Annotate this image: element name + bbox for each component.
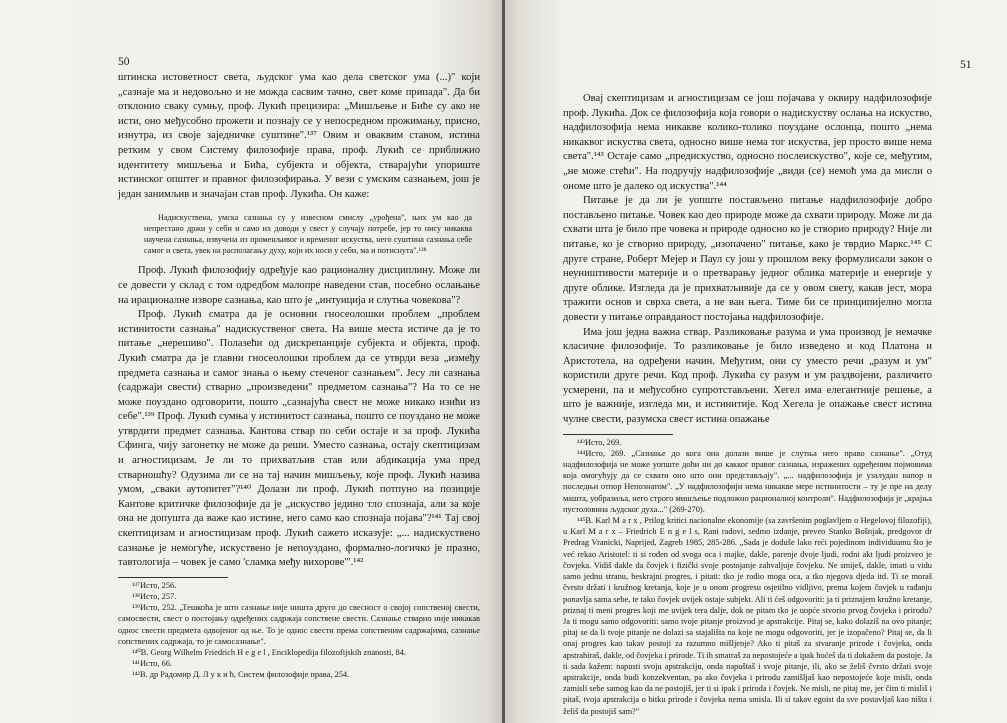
footnote: ¹⁴⁴Исто, 269. „Сазнање до кога она долази више је слутња него право сазнање". „Отуд надфилозофија не може уопште доћи ни до какког правог сазнања, изражених одређеним појмовима која омогућују да се схвати оно што они представљају". „... надфилозофија је узалудан напор и последњи отпор Непознатом". „У надфилозофији нема никакве мере истинитости – ту је пре на делу машта, уобразиља, него строго мишљење подложно рационалној контроли". Надфилозофија је „крајња пустоловина људског духа..." (269-270).: [563, 448, 932, 514]
page-number: 50: [118, 56, 130, 68]
body-paragraph: Проф. Лукић филозофију одређује као рационалну дисциплину. Може ли се довести у склад с том одредбом малопре наведени став, посебно ослањање на ирационалне изворе сазнања, као што је „интуиција и слутња човекова"?: [118, 265, 480, 306]
right-text-column: [563, 92, 932, 717]
footnote: ¹³⁹Исто, 252. „Тешкоћа је што сазнање није ништа друго до свесност о својој сопственој свести, самосвести, свест о постојању одређених садржаја сопствене свести. Сазнање стварно није никакав однос свести предмета одвојеног од ње. То је однос свести према сопственим садржајима, сазнање сопствених садржаја, то је самосазнање".: [118, 603, 480, 646]
body-paragraph: Има још једна важна ствар. Разликовање разума и ума производ је немачке класичне филозофије. То разликовање је било изведено и код Платона и Аристотела, на одређени начин. Међутим, они су уместо речи „разум и ум" користили друге речи. Код проф. Лукића су разум и ум раздвојени, различито усмерени, па и међусобно супротстављени. Хегел има елегантније решење, а што је важније, изгледа ми, и истинитије. Код Хегела је опажање свест истина чулне свести, разумска свест истина опажање: [563, 326, 932, 426]
footnotes: [118, 580, 480, 681]
body-paragraph: штинска истоветност света, људског ума као дела светског ума (...)" који „сазнаје ма и недовољно и не можда сасвим тачно, свет коме припада". Да би отклонио сваку сумњу, проф. Лукић прецизира: „Мишљење и Биће су ако не исти, оно међусобно прожети и познају се у непосредном прожимању, присно, изнутра, из своје заједничке суштине".¹³⁷ Овим и оваквим ставом, истина ретким у свом Систему филозофије права, проф. Лукић се приближио идентитету мишљења и Бића, субјекта и објекта, стварајући упориште истинског општег и правног филозофирања. У вези с умским сазнањем, још је један занимљив и значајан став проф. Лукића. Он каже:: [118, 72, 480, 200]
body-paragraph: Проф. Лукић сматра да је основни гносеолошки проблем „проблем истинитости сазнања" надискуственог света. На више места истиче да је то питање „нерешиво". Полазећи од дискрепанције субјекта и објекта, проф. Лукић сматра да је главни гносеолошки проблем да се утврди веза „између предмета сазнања и самог знања о њему стеченог сазнањем". Јесу ли сазнања (садржаји свести) стварно „произведени" предметом сазнања"? На то се не може поуздано одговорити, пошто „сазнајућа свест не може никако изићи из себе".¹³⁹ Проф. Лукић сумња у истинитост сазнања, пошто се поуздано не може утврдити предмет сазнања. Кантова ствар по себи остаје и за проф. Лукића Сфинга, чију загонетку не може да реши. Уместо сазнања, остају скептицизам и агностицизам. Је ли то прихватљив став или абдикација ума пред стварношћу? Одузима ли се на тај начин мишљењу, које проф. Лукић назива умом, „сваки аутопитет"?¹⁴⁰ Долази ли проф. Лукић потпуно на позиције Кантове критичке филозофије да је „искуство једино тло спознаја, али за које она не допушта да важе као истине, него само као спознаја појава"?¹⁴¹ Тај свој скептицизам и агностицизам проф. Лукић сажето исказује: „... надискуствено сазнање је немогуће, искуствено је непоуздано, формално-логичко је празно, тавтологија – човек је само 'сламка међу вихорове'".¹⁴²: [118, 309, 480, 569]
footnote: ¹⁴²В. др Радомир Д. Л у к и ћ, Систем филозофије права, 254.: [132, 670, 350, 680]
footnote: ¹⁴³Исто, 269.: [577, 437, 622, 447]
footnote: ¹³⁷Исто, 256.: [132, 580, 177, 590]
footnote: ¹⁴⁰В. Georg Wilhelm Friedrich H e g e l , Enciklopedija filozofijskih znanosti, 84.: [132, 648, 406, 658]
footnotes: [563, 437, 932, 717]
left-text-column: [118, 71, 480, 681]
body-paragraph: Овај скептицизам и агностицизам се још појачава у оквиру надфилозофије проф. Лукића. Док се филозофија која говори о надискуству ослања на искуство, надфилозофија нема никакве колико-толико поуздане ослонца, пошто „нема никаквог искуства света, односно више нема тог искуства, јер просто више нема света".¹⁴³ Остаје само „предискуство, односно послеискуство", које се, међутим, „не може стећи". На подручју надфилозофије „види (се) немоћ ума да мисли о ономе што је далеко од искуства".¹⁴⁴: [563, 93, 932, 192]
footnote-rule: [118, 577, 228, 578]
footnote: ¹⁴¹Исто, 66.: [132, 659, 173, 669]
footnote: ¹³⁸Исто, 257.: [132, 592, 177, 602]
footnote: ¹⁴⁵В. Karl M a r x , Prilog kritici nacionalne ekonomije (sa završenim poglavljem o Hegelovoj filozofiji), u Karl M a r x – Friedrich E n g e l s, Rani radovi, sedmo izdanje, preveo Stanko Bošnjak, predgovor dr Predrag Vranicki, Naprijed, Zagreb 1985, 285-286. „Sada je dodušе lako reći pojedinom individuumu što je već rekao Aristotel: ti si rođen od svoga oca i majke, dakle, parenje dvoje ljudi, rodni akt ljudi proizveo je čovjeka. Vidiš dakle da čovjek i fizički svoje postojanje zahvaljuje čovjeku. Ne smiješ, dakle, imati u vidu samo jednu stranu, beskrajni progres, i pitati: tko je rodio moga oca, a tko njegova djeda itd. Ti se moraš čvrsto držati i kružnog kretanja, koje je u onom progresu osjetilno vidljivo, prema kojem čovjek u rađanju ponavlja sama sebe, te tako čovjek uvijek ostaje subjekt. Ali ti ćeš odgovoriti: ja ti priznajem kružno kretanje, priznaj ti meni progres koji me uvijek tera dalje, dok ne pitam tko je uopće stvorio prvog čovjeka i prirodu? Ja ti mogu samo odgovoriti: samo tvoje pitanje proizvod je apstrakcije. Pitaj se, kako dolaziš na ovo pitanje; pitaj se da li tvoje pitanje ne dolazi sa stajališta na koje ne mogu odgovoriti, jer je izopačeno? Pitaj se, da li onaj progres kao takav postoji za razumno mišljenje? Ako ti pitaš za stvaranje prirode i čovjeka, onda apstrahiraš, dakle, od čovjeka i prirode. Ti ih smatraš za nepostojeće a ipak hoćeš da ti dokažem da postoje. Ja ti sada kažem: napusti svoju apstrakciju, onda napuštaš i svoje pitanje, ili, ako se želiš čvrsto držati svoje apstrakcije, onda budi konzekventan, pa ako čovjeka i prirodu zamišljaš kao nepostojeće koje misli, onda zamisli sebe samog kao da ne postojiš, jer ti si ipak i priroda i čovjek. Ne misli, ne pitaj me, jer čim ti misliš i pitaš, tvoja apstrakcija o bitku prirode i čovjeka nema smisla. Ili si takav egoist da sve postavljaš kao ništa i želiš da postojiš sam?": [563, 516, 932, 716]
right-page: [505, 0, 1007, 723]
left-page: [0, 0, 503, 723]
page-number: 51: [960, 59, 972, 71]
body-paragraph: Питање је да ли је уопште постављено питање надфилозофије добро постављено питање. Човек као део природе може да схвати природу. Може ли да схвати шта је било пре човека и природе односно ко је створио природу? Није ли питање, ко је створио природу, „изопачено" питање, како је тврдио Маркс.¹⁴⁵ С друге стране, Роберт Мејер и Паул су још у прошлом веку формулисали закон о неуништивости материје и о претварању једног облика материје и енергије у друге облике. Изгледа да је прихватљивије да се у овом свету, какав јест, мора тражити основ и сврха света, а не ван њега. Тиме би се принципијелно могла довести у питање оправданост постојања надфилозофије.: [563, 195, 932, 323]
block-quote: Надискуствена, умска сазнања су у извесном смислу „урођена", њих ум као да непрестано држи у себи и само их доводи у свест у случају потребе, јер то нису никаква научена сазнања, извучена из променљивог и временог искуства, него суштина сазнања себе самог и света, увек на располагању духу, који их носи у себи, ма и потиснута".¹³⁸: [144, 213, 472, 256]
footnote-rule: [563, 434, 673, 435]
